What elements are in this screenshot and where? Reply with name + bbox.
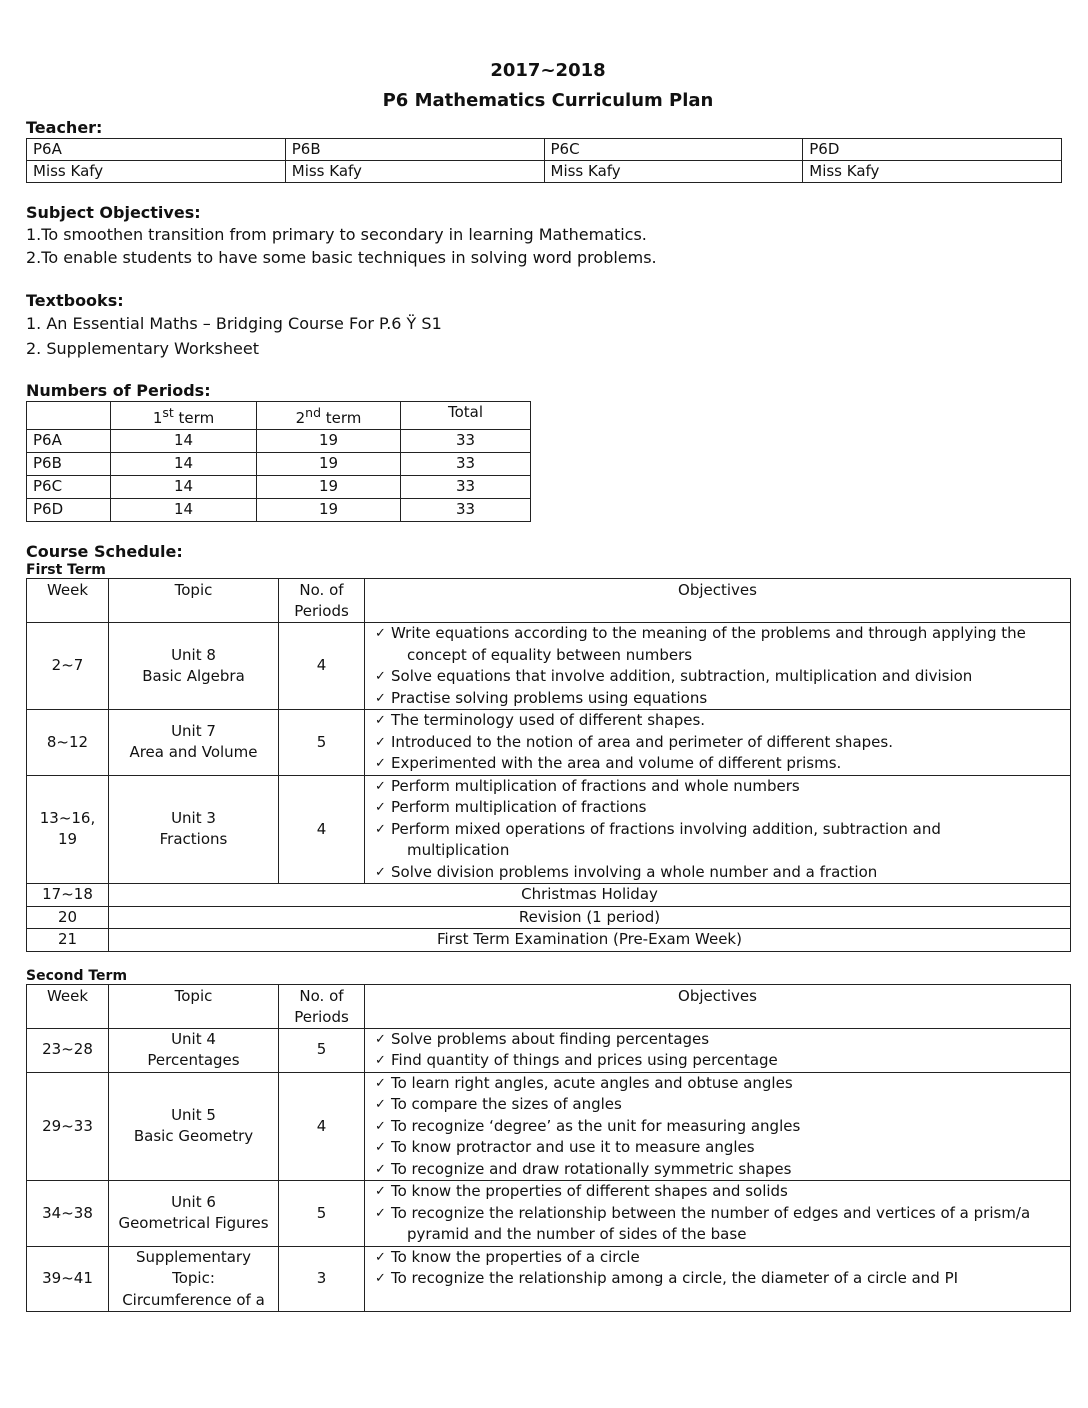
- topic-cell: [109, 710, 279, 776]
- objective-item: [371, 1050, 1064, 1072]
- periods-total-cell: 33: [401, 499, 531, 522]
- objective-item: [371, 753, 1064, 775]
- objectives-cell: [365, 1072, 1071, 1181]
- col-base: 2: [295, 409, 306, 427]
- topic-cell: [109, 1246, 279, 1312]
- objective-text: ✓ Solve problems about finding percentages: [391, 1029, 710, 1048]
- topic-line: Unit 4: [171, 1029, 216, 1048]
- teacher-cell: Miss Kafy: [803, 161, 1062, 183]
- objective-item: [371, 776, 1064, 798]
- objectives-list: [371, 1181, 1064, 1246]
- schedule-header-row: [27, 579, 1071, 623]
- periods-row: [27, 499, 531, 522]
- header-topic: Topic: [109, 984, 279, 1028]
- periods-second-term-cell: 19: [257, 453, 401, 476]
- teacher-heading: Teacher:: [26, 118, 103, 137]
- objective-item: 2.To enable students to have some basic techniques in solving word problems.: [26, 248, 657, 267]
- objectives-heading: Subject Objectives:: [26, 203, 201, 222]
- teacher-name-row: [27, 161, 1062, 183]
- objective-text: ✓ Write equations according to the meaning of the problems and through applying the: [391, 624, 1026, 642]
- second-term-table: [26, 984, 1071, 1313]
- objective-text: ✓ Perform multiplication of fractions: [391, 798, 647, 816]
- objectives-cell: [365, 775, 1071, 884]
- header-periods: No. of Periods: [279, 984, 365, 1028]
- document-year: 2017~2018: [490, 60, 606, 81]
- col-rest: term: [173, 409, 215, 427]
- periods-cell: 5: [279, 1181, 365, 1247]
- objectives-cell: [365, 623, 1071, 710]
- second-term-label: Second Term: [26, 967, 128, 984]
- objectives-cell: [365, 710, 1071, 776]
- objective-text: ✓ Experimented with the area and volume of different prisms.: [391, 754, 842, 772]
- objective-item: [371, 862, 1064, 884]
- periods-header-row: [27, 402, 531, 430]
- periods-class-cell: P6C: [27, 476, 111, 499]
- topic-line: Basic Algebra: [142, 667, 245, 685]
- topic-line: Unit 3: [171, 808, 216, 827]
- objective-continuation: multiplication: [407, 841, 510, 859]
- periods-first-term-cell: 14: [111, 430, 257, 453]
- class-cell: P6B: [285, 139, 544, 161]
- periods-second-term-cell: 19: [257, 476, 401, 499]
- schedule-row: [27, 775, 1071, 884]
- periods-row: [27, 453, 531, 476]
- periods-total-cell: 33: [401, 476, 531, 499]
- textbooks-heading: Textbooks:: [26, 291, 124, 310]
- periods-cell: 5: [279, 710, 365, 776]
- objectives-list: [371, 776, 1064, 884]
- objective-text: ✓ Perform mixed operations of fractions involving addition, subtraction and: [391, 819, 941, 838]
- schedule-header-row: [27, 984, 1071, 1028]
- week-cell: 29~33: [27, 1072, 109, 1181]
- objective-item: [371, 1159, 1064, 1181]
- periods-first-term-cell: 14: [111, 453, 257, 476]
- objective-text: ✓ To compare the sizes of angles: [391, 1095, 622, 1113]
- periods-heading: Numbers of Periods:: [26, 381, 211, 400]
- periods-row: [27, 430, 531, 453]
- objective-item: [371, 797, 1064, 819]
- header-periods: No. of Periods: [279, 579, 365, 623]
- topic-line: Unit 7: [171, 721, 216, 740]
- schedule-row: [27, 1246, 1071, 1312]
- topic-line: Supplementary: [136, 1247, 251, 1266]
- topic-line: Unit 6: [171, 1192, 216, 1211]
- col-sup: st: [162, 405, 174, 420]
- periods-total-cell: 33: [401, 453, 531, 476]
- objective-text: ✓ To learn right angles, acute angles and obtuse angles: [391, 1073, 793, 1092]
- objective-text: ✓ To recognize and draw rotationally symmetric shapes: [391, 1159, 792, 1178]
- topic-line: Area and Volume: [129, 743, 258, 762]
- objective-item: [371, 1268, 1064, 1290]
- class-cell: P6C: [544, 139, 803, 161]
- topic-cell: [109, 1181, 279, 1247]
- topic-cell: [109, 1072, 279, 1181]
- col-sup: nd: [305, 405, 321, 420]
- objective-text: ✓ To recognize the relationship among a circle, the diameter of a circle and PI: [391, 1269, 959, 1287]
- topic-cell: [109, 1028, 279, 1072]
- schedule-row: [27, 1028, 1071, 1072]
- objective-item: [371, 1181, 1064, 1203]
- periods-total-cell: 33: [401, 430, 531, 453]
- teacher-table: [26, 138, 1062, 183]
- objectives-cell: [365, 1246, 1071, 1312]
- document-page: [26, 56, 1070, 1312]
- objective-text: ✓ To know the properties of a circle: [391, 1247, 640, 1266]
- topic-line: Geometrical Figures: [118, 1214, 269, 1233]
- class-cell: P6D: [803, 139, 1062, 161]
- objectives-list: [371, 710, 1064, 775]
- topic-cell: [109, 623, 279, 710]
- textbook-item: 2. Supplementary Worksheet: [26, 339, 259, 358]
- topic-line: Percentages: [147, 1051, 240, 1069]
- periods-first-term-cell: 14: [111, 476, 257, 499]
- week-cell: 8~12: [27, 710, 109, 776]
- objectives-cell: [365, 1028, 1071, 1072]
- schedule-span-row: [27, 884, 1071, 907]
- periods-class-cell: P6D: [27, 499, 111, 522]
- objective-item: [371, 1247, 1064, 1269]
- objective-text: ✓ To recognize ‘degree’ as the unit for measuring angles: [391, 1116, 801, 1135]
- periods-cell: 4: [279, 623, 365, 710]
- objective-continuation: concept of equality between numbers: [407, 645, 693, 664]
- header-objectives: Objectives: [365, 579, 1071, 623]
- objective-item: [371, 819, 1064, 862]
- objective-item: [371, 710, 1064, 732]
- week-cell: 39~41: [27, 1246, 109, 1312]
- objective-text: ✓ To know protractor and use it to measure angles: [391, 1138, 755, 1156]
- span-event-cell: Christmas Holiday: [109, 884, 1071, 907]
- topic-cell: [109, 775, 279, 884]
- objective-text: ✓ To recognize the relationship between the number of edges and vertices of a prism/a: [391, 1203, 1031, 1222]
- objective-item: [371, 666, 1064, 688]
- objective-item: [371, 1203, 1064, 1246]
- col-first-term: [111, 402, 257, 430]
- col-base: 1: [152, 409, 163, 427]
- header-topic: Topic: [109, 579, 279, 623]
- class-cell: P6A: [27, 139, 286, 161]
- objectives-list: [371, 1029, 1064, 1072]
- span-event-cell: First Term Examination (Pre-Exam Week): [109, 929, 1071, 952]
- week-cell: 17~18: [27, 884, 109, 907]
- week-cell: 23~28: [27, 1028, 109, 1072]
- week-cell: 20: [27, 906, 109, 929]
- periods-first-term-cell: 14: [111, 499, 257, 522]
- document-title: P6 Mathematics Curriculum Plan: [382, 90, 714, 111]
- objective-item: [371, 688, 1064, 710]
- objectives-cell: [365, 1181, 1071, 1247]
- col-second-term: [257, 402, 401, 430]
- topic-line: Unit 5: [171, 1105, 216, 1124]
- topic-line: Fractions: [159, 830, 228, 849]
- topic-line: Topic:: [172, 1269, 215, 1287]
- schedule-row: [27, 623, 1071, 710]
- periods-cell: 4: [279, 1072, 365, 1181]
- periods-cell: 3: [279, 1246, 365, 1312]
- objectives-list: [371, 1247, 1064, 1290]
- objective-text: ✓ To know the properties of different shapes and solids: [391, 1182, 788, 1200]
- first-term-table: [26, 578, 1071, 952]
- objective-text: ✓ Perform multiplication of fractions and whole numbers: [391, 776, 800, 795]
- schedule-span-row: [27, 906, 1071, 929]
- schedule-row: [27, 1072, 1071, 1181]
- objective-text: ✓ Practise solving problems using equations: [391, 688, 708, 707]
- objective-item: [371, 1094, 1064, 1116]
- objective-text: ✓ Solve equations that involve addition, subtraction, multiplication and division: [391, 667, 973, 685]
- objective-text: ✓ The terminology used of different shapes.: [391, 711, 706, 729]
- periods-second-term-cell: 19: [257, 499, 401, 522]
- col-total: Total: [401, 402, 531, 430]
- periods-class-cell: P6B: [27, 453, 111, 476]
- periods-cell: 4: [279, 775, 365, 884]
- objective-item: [371, 1116, 1064, 1138]
- objective-continuation: pyramid and the number of sides of the base: [407, 1225, 747, 1243]
- week-cell: 13~16, 19: [27, 775, 109, 884]
- topic-line: Circumference of a: [122, 1290, 265, 1309]
- header-week: Week: [27, 579, 109, 623]
- objective-text: ✓ Solve division problems involving a whole number and a fraction: [391, 862, 878, 881]
- teacher-cell: Miss Kafy: [544, 161, 803, 183]
- topic-line: Unit 8: [171, 645, 216, 664]
- objective-text: ✓ Introduced to the notion of area and perimeter of different shapes.: [391, 732, 893, 751]
- schedule-heading: Course Schedule:: [26, 542, 183, 561]
- objective-item: [371, 623, 1064, 666]
- header-objectives: Objectives: [365, 984, 1071, 1028]
- first-term-label: First Term: [26, 562, 106, 578]
- schedule-row: [27, 1181, 1071, 1247]
- objective-item: [371, 1029, 1064, 1051]
- week-cell: 2~7: [27, 623, 109, 710]
- textbook-item: 1. An Essential Maths – Bridging Course For P.6 Ÿ S1: [26, 314, 442, 333]
- periods-second-term-cell: 19: [257, 430, 401, 453]
- week-cell: 34~38: [27, 1181, 109, 1247]
- schedule-span-row: [27, 929, 1071, 952]
- objective-item: [371, 732, 1064, 754]
- periods-row: [27, 476, 531, 499]
- objective-text: ✓ Find quantity of things and prices using percentage: [391, 1051, 778, 1069]
- empty-cell: [27, 402, 111, 430]
- periods-class-cell: P6A: [27, 430, 111, 453]
- span-event-cell: Revision (1 period): [109, 906, 1071, 929]
- objectives-list: [371, 1073, 1064, 1181]
- topic-line: Basic Geometry: [133, 1127, 254, 1146]
- objective-item: [371, 1137, 1064, 1159]
- objectives-list: [371, 623, 1064, 709]
- col-rest: term: [321, 409, 362, 427]
- objective-item: [371, 1073, 1064, 1095]
- week-cell: 21: [27, 929, 109, 952]
- periods-cell: 5: [279, 1028, 365, 1072]
- teacher-cell: Miss Kafy: [285, 161, 544, 183]
- teacher-cell: Miss Kafy: [27, 161, 286, 183]
- header-week: Week: [27, 984, 109, 1028]
- periods-table: [26, 401, 531, 522]
- teacher-class-row: [27, 139, 1062, 161]
- objective-item: 1.To smoothen transition from primary to secondary in learning Mathematics.: [26, 225, 647, 244]
- schedule-row: [27, 710, 1071, 776]
